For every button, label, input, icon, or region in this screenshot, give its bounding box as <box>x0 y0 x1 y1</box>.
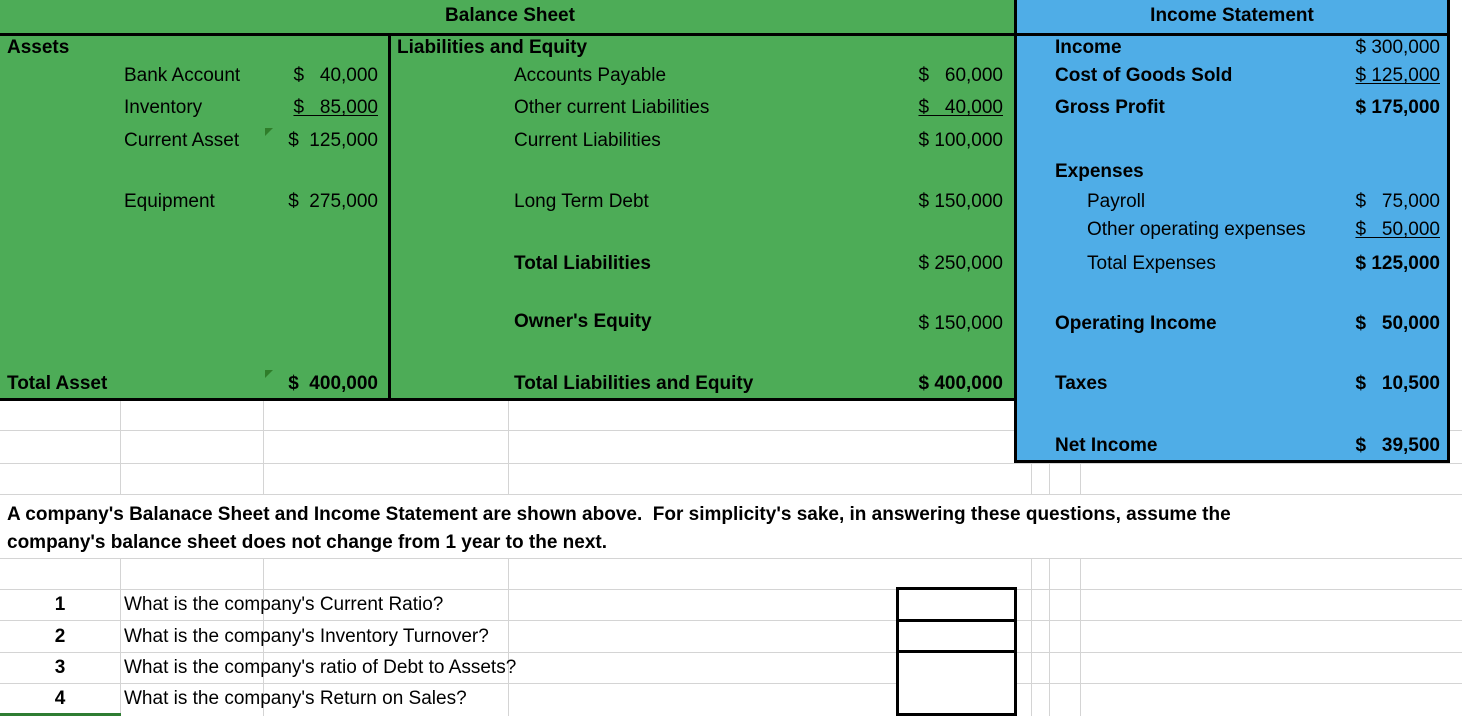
other-expenses-label[interactable]: Other operating expenses <box>1087 219 1306 240</box>
question-number: 4 <box>54 688 66 709</box>
liability-label[interactable]: Long Term Debt <box>514 191 649 212</box>
asset-label[interactable]: Inventory <box>124 97 203 118</box>
liability-value[interactable]: $ 40,000 <box>918 97 1003 118</box>
gridline <box>0 463 1462 464</box>
expenses-header[interactable]: Expenses <box>1055 161 1144 182</box>
gridline <box>0 683 1462 684</box>
owners-equity-value[interactable]: $ 150,000 <box>918 313 1003 334</box>
payroll-value[interactable]: $ 75,000 <box>1355 191 1440 212</box>
liability-label[interactable]: Current Liabilities <box>514 130 661 151</box>
total-expenses-label[interactable]: Total Expenses <box>1087 253 1216 274</box>
answer-input-3[interactable] <box>896 650 1017 716</box>
note-line-2: company's balance sheet does not change from 1 year to the next. <box>7 532 608 553</box>
border <box>388 33 391 401</box>
total-liabilities-equity-value[interactable]: $ 400,000 <box>918 373 1003 394</box>
taxes-value[interactable]: $ 10,500 <box>1355 373 1440 394</box>
question-text[interactable]: What is the company's Current Ratio? <box>124 594 444 615</box>
liability-label[interactable]: Accounts Payable <box>514 65 667 86</box>
total-expenses-value[interactable]: $ 125,000 <box>1355 253 1440 274</box>
net-income-value[interactable]: $ 39,500 <box>1355 435 1440 456</box>
gridline <box>0 589 1462 590</box>
asset-value[interactable]: $ 40,000 <box>293 65 378 86</box>
gridline <box>0 652 1462 653</box>
taxes-label[interactable]: Taxes <box>1055 373 1108 394</box>
liabilities-header: Liabilities and Equity <box>397 37 588 58</box>
cogs-label[interactable]: Cost of Goods Sold <box>1055 65 1233 86</box>
answer-input-2[interactable] <box>896 619 1017 653</box>
asset-value[interactable]: $ 125,000 <box>288 130 378 151</box>
question-number: 1 <box>54 594 66 615</box>
asset-value[interactable]: $ 85,000 <box>293 97 378 118</box>
balance-sheet-title: Balance Sheet <box>445 5 575 26</box>
border <box>0 398 1016 401</box>
operating-income-value[interactable]: $ 50,000 <box>1355 313 1440 334</box>
border <box>1014 460 1450 463</box>
net-income-label[interactable]: Net Income <box>1055 435 1158 456</box>
gross-profit-label[interactable]: Gross Profit <box>1055 97 1165 118</box>
answer-input-1[interactable] <box>896 587 1017 622</box>
liability-value[interactable]: $ 60,000 <box>918 65 1003 86</box>
asset-label[interactable]: Current Asset <box>124 130 240 151</box>
liability-value[interactable]: $ 100,000 <box>918 130 1003 151</box>
asset-label[interactable]: Equipment <box>124 191 215 212</box>
total-liabilities-label[interactable]: Total Liabilities <box>514 253 651 274</box>
border <box>1014 0 1017 463</box>
question-text[interactable]: What is the company's Return on Sales? <box>124 688 467 709</box>
income-statement-title: Income Statement <box>1150 5 1314 26</box>
gridline <box>0 558 1462 559</box>
total-asset-value[interactable]: $ 400,000 <box>288 373 378 394</box>
border <box>1447 0 1450 463</box>
total-asset-label[interactable]: Total Asset <box>7 373 108 394</box>
operating-income-label[interactable]: Operating Income <box>1055 313 1217 334</box>
asset-value[interactable]: $ 275,000 <box>288 191 378 212</box>
liability-label[interactable]: Other current Liabilities <box>514 97 710 118</box>
note-line-1: A company's Balanace Sheet and Income Statement are shown above. For simplicity's sake, in answering these questions, assume the <box>7 504 1231 525</box>
cogs-value[interactable]: $ 125,000 <box>1355 65 1440 86</box>
liability-value[interactable]: $ 150,000 <box>918 191 1003 212</box>
income-label[interactable]: Income <box>1055 37 1122 58</box>
total-liabilities-equity-label[interactable]: Total Liabilities and Equity <box>514 373 754 394</box>
border <box>0 33 1449 36</box>
income-value[interactable]: $ 300,000 <box>1355 37 1440 58</box>
gridline <box>0 620 1462 621</box>
payroll-label[interactable]: Payroll <box>1087 191 1146 212</box>
question-number: 2 <box>54 626 66 647</box>
other-expenses-value[interactable]: $ 50,000 <box>1355 219 1440 240</box>
gross-profit-value[interactable]: $ 175,000 <box>1355 97 1440 118</box>
question-text[interactable]: What is the company's ratio of Debt to Assets? <box>124 657 517 678</box>
question-number: 3 <box>54 657 66 678</box>
question-text[interactable]: What is the company's Inventory Turnover? <box>124 626 489 647</box>
owners-equity-label[interactable]: Owner's Equity <box>514 311 652 332</box>
total-liabilities-value[interactable]: $ 250,000 <box>918 253 1003 274</box>
asset-label[interactable]: Bank Account <box>124 65 241 86</box>
assets-header: Assets <box>7 37 70 58</box>
